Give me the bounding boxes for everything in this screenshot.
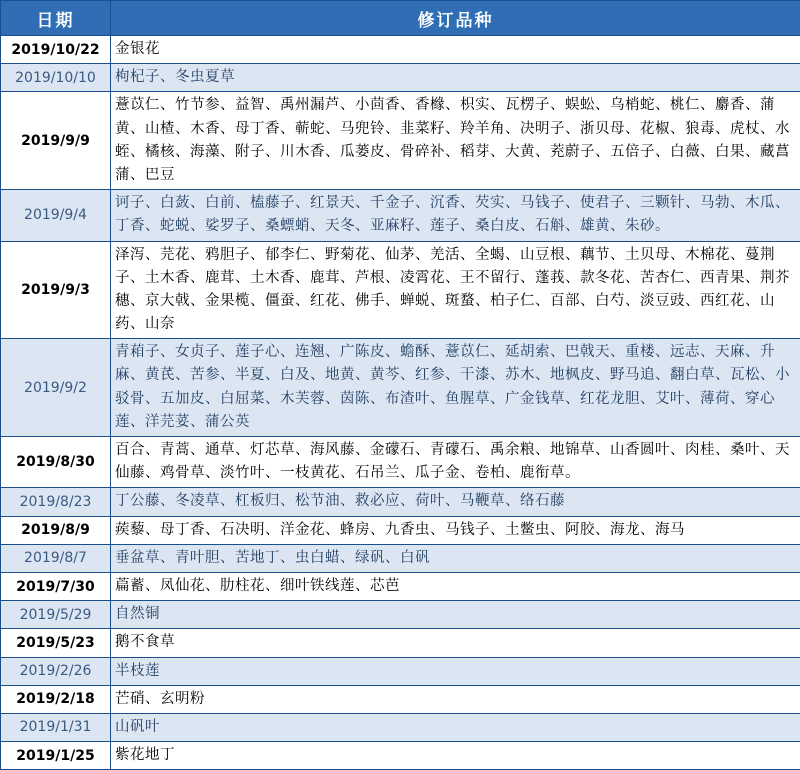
cell-date: 2019/8/30 xyxy=(1,437,111,488)
cell-date: 2019/5/29 xyxy=(1,601,111,629)
cell-content: 鹅不食草 xyxy=(111,629,800,657)
cell-date: 2019/10/10 xyxy=(1,64,111,92)
table-row xyxy=(1,488,800,516)
table-row xyxy=(1,544,800,572)
table-row xyxy=(1,339,800,437)
table-row xyxy=(1,190,800,241)
cell-date: 2019/9/3 xyxy=(1,241,111,339)
table-row xyxy=(1,92,800,190)
cell-content: 半枝莲 xyxy=(111,657,800,685)
cell-date: 2019/9/9 xyxy=(1,92,111,190)
table-row xyxy=(1,241,800,339)
table-header-row xyxy=(1,1,800,36)
cell-content: 百合、青蒿、通草、灯芯草、海风藤、金礞石、青礞石、禹余粮、地锦草、山香圆叶、肉桂、桑叶、天仙藤、鸡骨草、淡竹叶、一枝黄花、石吊兰、瓜子金、卷柏、鹿衔草。 xyxy=(111,437,800,488)
cell-date: 2019/8/23 xyxy=(1,488,111,516)
cell-date: 2019/8/9 xyxy=(1,516,111,544)
cell-date: 2019/7/30 xyxy=(1,572,111,600)
cell-content: 萹蓄、凤仙花、肋柱花、细叶铁线莲、芯芭 xyxy=(111,572,800,600)
table-row xyxy=(1,437,800,488)
cell-content: 蒺藜、母丁香、石决明、洋金花、蜂房、九香虫、马钱子、土鳖虫、阿胶、海龙、海马 xyxy=(111,516,800,544)
cell-content: 紫花地丁 xyxy=(111,742,800,770)
cell-content: 芒硝、玄明粉 xyxy=(111,685,800,713)
table-body xyxy=(1,36,800,770)
column-header-content: 修订品种 xyxy=(111,1,800,36)
cell-date: 2019/9/2 xyxy=(1,339,111,437)
cell-content: 泽泻、芫花、鸦胆子、郁李仁、野菊花、仙茅、羌活、全蝎、山豆根、藕节、土贝母、木棉花、蔓荆子、土木香、鹿茸、土木香、鹿茸、芦根、凌霄花、王不留行、蓬莪、款冬花、苦杏仁、西青果、荆芥穗、京大戟、金果榄、僵蚕、红花、佛手、蝉蜕、斑蝥、柏子仁、百部、白芍、淡豆豉、西红花、山药、山奈 xyxy=(111,241,800,339)
cell-date: 2019/2/26 xyxy=(1,657,111,685)
table-row xyxy=(1,629,800,657)
cell-content: 薏苡仁、竹节参、益智、禹州漏芦、小茴香、香橼、枳实、瓦楞子、蜈蚣、乌梢蛇、桃仁、麝香、蒲黄、山楂、木香、母丁香、蕲蛇、马兜铃、韭菜籽、羚羊角、决明子、浙贝母、花椒、狼毒、虎杖、水蛭、橘核、海藻、附子、川木香、瓜蒌皮、骨碎补、稻芽、大黄、茺蔚子、五倍子、白薇、白果、藏菖蒲、巴豆 xyxy=(111,92,800,190)
table-row xyxy=(1,657,800,685)
cell-content: 垂盆草、青叶胆、苦地丁、虫白蜡、绿矾、白矾 xyxy=(111,544,800,572)
table-row xyxy=(1,572,800,600)
cell-content: 自然铜 xyxy=(111,601,800,629)
table-row xyxy=(1,713,800,741)
cell-content: 青葙子、女贞子、莲子心、连翘、广陈皮、蟾酥、薏苡仁、延胡索、巴戟天、重楼、远志、天麻、升麻、黄芪、苦参、半夏、白及、地黄、黄芩、红参、干漆、苏木、地枫皮、野马追、翻白草、瓦松、小驳骨、五加皮、白屈菜、木芙蓉、茵陈、布渣叶、鱼腥草、广金钱草、红花龙胆、艾叶、薄荷、穿心莲、洋芫荽、蒲公英 xyxy=(111,339,800,437)
cell-content: 金银花 xyxy=(111,36,800,64)
table-row xyxy=(1,685,800,713)
column-header-date: 日期 xyxy=(1,1,111,36)
cell-date: 2019/8/7 xyxy=(1,544,111,572)
table-row xyxy=(1,64,800,92)
table-row xyxy=(1,516,800,544)
cell-date: 2019/10/22 xyxy=(1,36,111,64)
table-row xyxy=(1,601,800,629)
cell-content: 枸杞子、冬虫夏草 xyxy=(111,64,800,92)
cell-date: 2019/1/25 xyxy=(1,742,111,770)
cell-date: 2019/9/4 xyxy=(1,190,111,241)
cell-content: 诃子、白蔹、白前、榼藤子、红景天、千金子、沉香、芡实、马钱子、使君子、三颗针、马勃、木瓜、丁香、蛇蜕、娑罗子、桑螵蛸、天冬、亚麻籽、莲子、桑白皮、石斛、雄黄、朱砂。 xyxy=(111,190,800,241)
table-row xyxy=(1,36,800,64)
table-header xyxy=(1,1,800,36)
cell-date: 2019/2/18 xyxy=(1,685,111,713)
cell-date: 2019/5/23 xyxy=(1,629,111,657)
cell-content: 丁公藤、冬凌草、杠板归、松节油、救必应、荷叶、马鞭草、络石藤 xyxy=(111,488,800,516)
cell-date: 2019/1/31 xyxy=(1,713,111,741)
cell-content: 山矾叶 xyxy=(111,713,800,741)
